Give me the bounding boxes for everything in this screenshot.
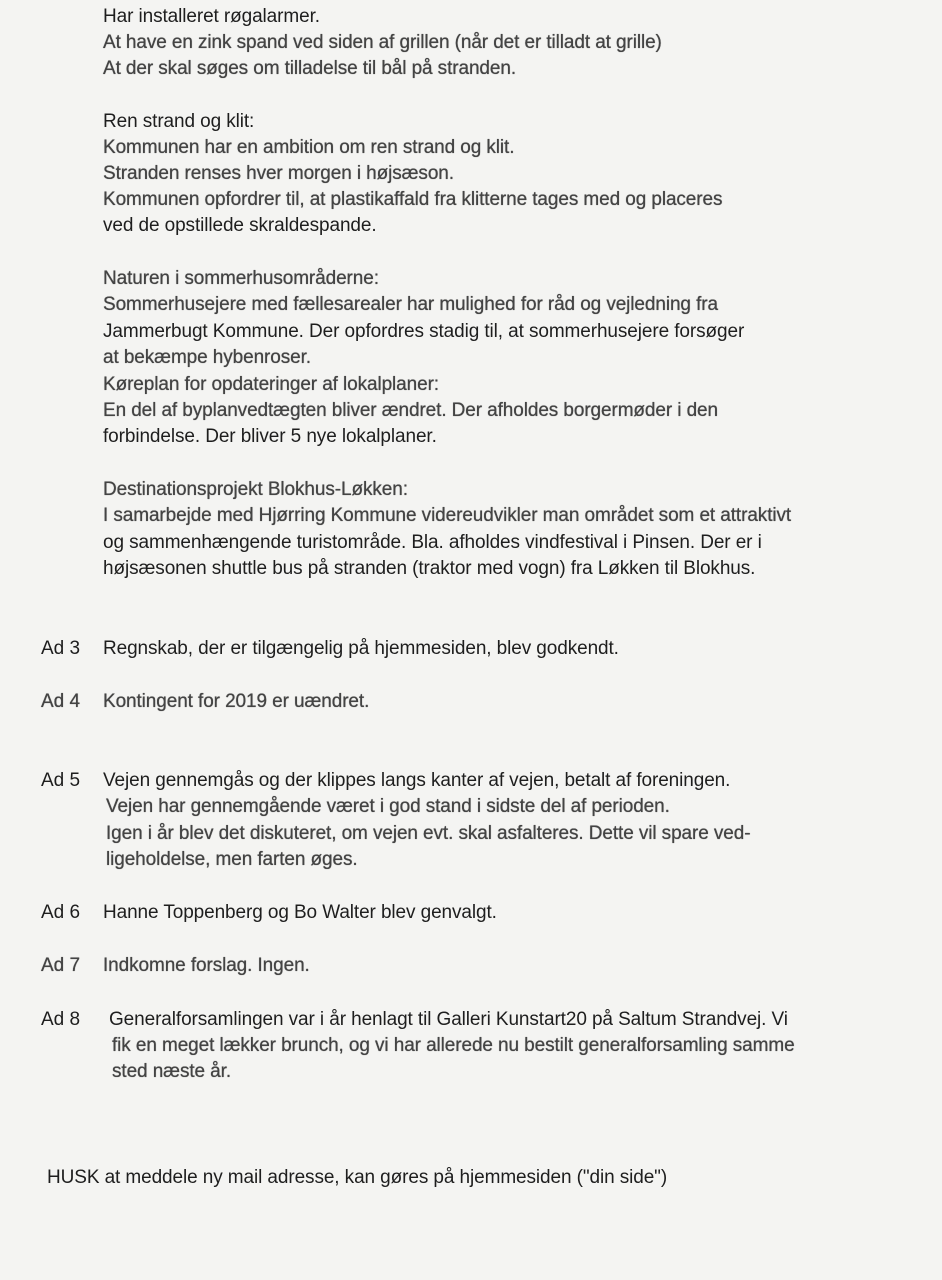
item-ad8-line-1: Generalforsamlingen var i år henlagt til Galleri Kunstart20 på Saltum Strandvej. Vi — [109, 1009, 788, 1030]
intro-line-1: Har installeret røgalarmer. — [103, 6, 320, 27]
roadmap-line-1: En del af byplanvedtægten bliver ændret. Der afholdes borgermøder i den — [103, 400, 718, 421]
item-label-ad6: Ad 6 — [41, 902, 81, 923]
nature-line-2: Jammerbugt Kommune. Der opfordres stadig til, at sommerhusejere forsøger — [103, 321, 745, 342]
item-label-ad8: Ad 8 — [41, 1009, 81, 1030]
clean-beach-heading: Ren strand og klit: — [103, 111, 255, 132]
destination-heading: Destinationsprojekt Blokhus-Løkken: — [103, 479, 408, 500]
nature-heading: Naturen i sommerhusområderne: — [103, 268, 379, 289]
item-ad5-line-4: ligeholdelse, men farten øges. — [106, 849, 358, 870]
item-ad4-line-1: Kontingent for 2019 er uændret. — [103, 691, 370, 712]
item-label-ad4: Ad 4 — [41, 691, 81, 712]
item-label-ad3: Ad 3 — [41, 638, 81, 659]
nature-line-1: Sommerhusejere med fællesarealer har mulighed for råd og vejledning fra — [103, 294, 718, 315]
item-ad5-line-2: Vejen har gennemgående været i god stand i sidste del af perioden. — [106, 796, 670, 817]
footer-note: HUSK at meddele ny mail adresse, kan gøres på hjemmesiden ("din side") — [47, 1167, 668, 1188]
item-ad3-line-1: Regnskab, der er tilgængelig på hjemmesiden, blev godkendt. — [103, 638, 619, 659]
destination-line-1: I samarbejde med Hjørring Kommune videreudvikler man området som et attraktivt — [103, 505, 792, 526]
clean-beach-line-3: Kommunen opfordrer til, at plastikaffald fra klitterne tages med og placeres — [103, 189, 723, 210]
item-label-ad7: Ad 7 — [41, 955, 81, 976]
destination-line-3: højsæsonen shuttle bus på stranden (traktor med vogn) fra Løkken til Blokhus. — [103, 558, 756, 579]
clean-beach-line-2: Stranden renses hver morgen i højsæson. — [103, 163, 454, 184]
item-ad8-line-3: sted næste år. — [112, 1061, 232, 1082]
clean-beach-line-1: Kommunen har en ambition om ren strand og klit. — [103, 137, 515, 158]
item-label-ad5: Ad 5 — [41, 770, 81, 791]
item-ad6-line-1: Hanne Toppenberg og Bo Walter blev genvalgt. — [103, 902, 497, 923]
destination-line-2: og sammenhængende turistområde. Bla. afholdes vindfestival i Pinsen. Der er i — [103, 532, 762, 553]
intro-line-3: At der skal søges om tilladelse til bål på stranden. — [103, 58, 517, 79]
item-ad7-line-1: Indkomne forslag. Ingen. — [103, 955, 310, 976]
roadmap-line-2: forbindelse. Der bliver 5 nye lokalplaner. — [103, 426, 437, 447]
item-ad8-line-2: fik en meget lækker brunch, og vi har allerede nu bestilt generalforsamling samme — [112, 1035, 795, 1056]
roadmap-heading: Køreplan for opdateringer af lokalplaner: — [103, 374, 439, 395]
item-ad5-line-1: Vejen gennemgås og der klippes langs kanter af vejen, betalt af foreningen. — [103, 770, 731, 791]
item-ad5-line-3: Igen i år blev det diskuteret, om vejen evt. skal asfalteres. Dette vil spare ved- — [106, 823, 751, 844]
nature-line-3: at bekæmpe hybenroser. — [103, 347, 311, 368]
clean-beach-line-4: ved de opstillede skraldespande. — [103, 215, 377, 236]
intro-line-2: At have en zink spand ved siden af grillen (når det er tilladt at grille) — [103, 32, 662, 53]
